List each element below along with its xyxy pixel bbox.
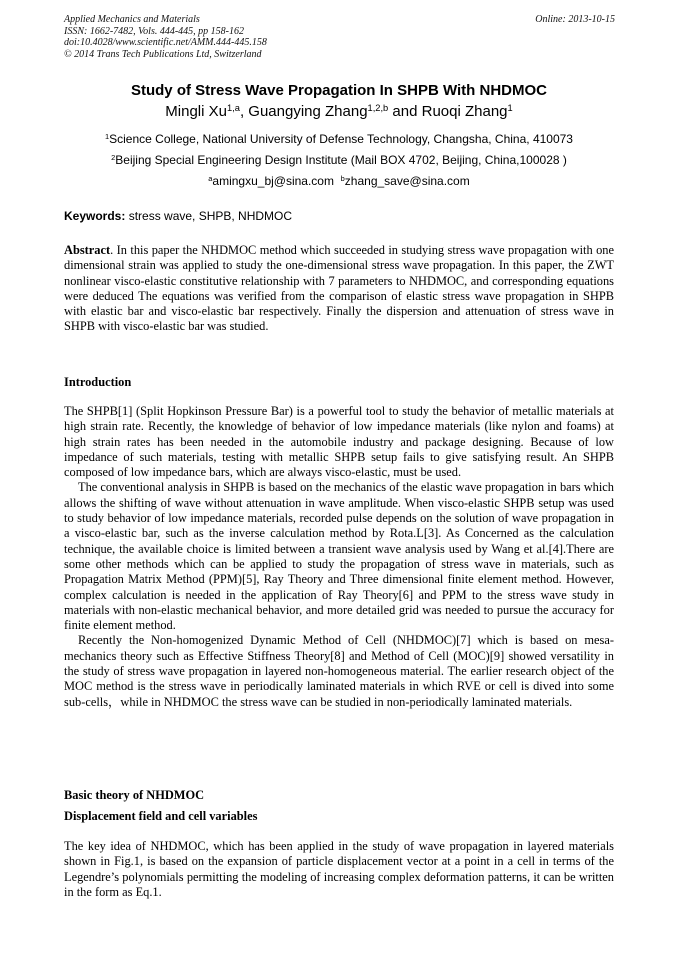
affiliation-text: Beijing Special Engineering Design Institute (Mail BOX 4702, Beijing, China,100028 ) xyxy=(115,153,567,167)
section-heading-introduction: Introduction xyxy=(64,375,132,389)
affiliation-mark: 2 xyxy=(111,152,116,162)
paragraph: Recently the Non-homogenized Dynamic Method of Cell (NHDMOC)[7] which is based on mesa-mechanics theory such as Effective Stiffness Theory[8] and Method of Cell (MOC)[9] showed versatility in the study of stress wave propagation in layered non-homogeneous material. The earlier research object of the MOC method is the stress wave in periodically laminated materials in which RVE or cell is dived into some sub-cells，while in NHDMOC the stress wave can be studied in non-periodically laminated materials. xyxy=(64,633,614,709)
copyright-line: © 2014 Trans Tech Publications Ltd, Switzerland xyxy=(64,48,262,60)
email-separator xyxy=(334,174,341,188)
doi-line: doi:10.4028/www.scientific.net/AMM.444-445.158 xyxy=(64,37,267,48)
author-name: Mingli Xu xyxy=(165,103,227,120)
author-list xyxy=(0,103,678,120)
email-link[interactable]: amingxu_bj@sina.com xyxy=(212,174,334,188)
email-mark: b xyxy=(340,173,345,183)
paragraph: The conventional analysis in SHPB is based on the mechanics of the elastic wave propagation in bars which allows the shifting of wave without attenuation in wave amplitude. When visco-elastic SHPB setup was used to study behavior of low impedance materials, recorded pulse depends on the solution of wave propagation in a visco-elastic bar, such as the inverse calculation method by Rota.L[3]. As Concerned as the calculation technique, the available choice is limited between a transient wave analysis used by Wang et al.[4].There are some other methods which can be applied to study the propagation of stress wave in materials, such as Propagation Matrix Method (PPM)[5], Ray Theory and Three dimensional finite element method. However, complex calculation is needed in the application of Ray Theory[6] and PPM to the stress wave study in materials with non-elastic mechanical behavior, and more detailed grid was needed to pursue the accuracy for finite element method. xyxy=(64,480,614,633)
subsection-heading-displacement: Displacement field and cell variables xyxy=(64,809,258,823)
paragraph: The key idea of NHDMOC, which has been applied in the study of wave propagation in layered materials shown in Fig.1, is based on the expansion of particle displacement vector at a point in a cell in terms of the Legendre’s polynomials permitting the modeling of increasing complex deformation patterns, it can be written in the form as Eq.1. xyxy=(64,839,614,899)
abstract-label: Abstract xyxy=(64,243,111,257)
keywords-label: Keywords: xyxy=(64,209,126,223)
paper-title: Study of Stress Wave Propagation In SHPB With NHDMOC xyxy=(130,82,547,99)
author-emails xyxy=(0,174,678,188)
abstract-text: . In this paper the NHDMOC method which succeeded in studying stress wave propagation with one dimensional strain was applied to study the one-dimensional stress wave propagation. In this paper, the ZWT nonlinear visco-elastic constitutive relationship with 7 parameters to NHDMOC, and corresponding equations were deduced The equations was verified from the comparison of elastic stress wave propagation in SHPB with elastic bar and visco-elastic bar respectively. Finally the dispersion and attenuation of stress wave in SHPB with visco-elastic bar was studied. xyxy=(64,243,614,334)
email-mark: a xyxy=(208,173,213,183)
journal-name: Applied Mechanics and Materials xyxy=(64,14,200,25)
author-name: Guangying Zhang xyxy=(248,103,368,120)
paragraph: The SHPB[1] (Split Hopkinson Pressure Bar) is a powerful tool to study the behavior of metallic materials at high strain rate. Recently, the knowledge of behavior of low impedance materials (like nylon and foams) at high strain rates has been needed in the automobile industry and package designing. Because of low impedance of such materials, testing with metallic SHPB setup fails to give satisfying result. An SHPB composed of low impedance bars, which are always visco-elastic, must be used. xyxy=(64,404,614,480)
abstract xyxy=(64,243,614,335)
affiliation-1 xyxy=(0,132,678,146)
journal-header xyxy=(64,14,267,60)
keywords-text: stress wave, SHPB, NHDMOC xyxy=(125,209,293,223)
author-separator: , xyxy=(239,103,249,120)
author-affiliation-mark: 1,2,b xyxy=(367,102,389,113)
online-date: Online: 2013-10-15 xyxy=(535,14,615,25)
affiliation-mark: 1 xyxy=(105,131,110,141)
email-link[interactable]: zhang_save@sina.com xyxy=(344,174,470,188)
affiliation-text: Science College, National University of Defense Technology, Changsha, China, 410073 xyxy=(109,132,573,146)
introduction-body xyxy=(64,404,614,710)
author-affiliation-mark: 1,a xyxy=(227,102,240,113)
author-name: Ruoqi Zhang xyxy=(421,103,508,120)
author-affiliation-mark: 1 xyxy=(507,102,513,113)
keywords-line xyxy=(64,209,292,223)
issn-line: ISSN: 1662-7482, Vols. 444-445, pp 158-162 xyxy=(64,25,244,37)
basic-theory-body xyxy=(64,839,614,900)
section-heading-basic-theory: Basic theory of NHDMOC xyxy=(64,788,205,802)
author-separator: and xyxy=(388,103,422,120)
affiliation-2 xyxy=(0,153,678,167)
